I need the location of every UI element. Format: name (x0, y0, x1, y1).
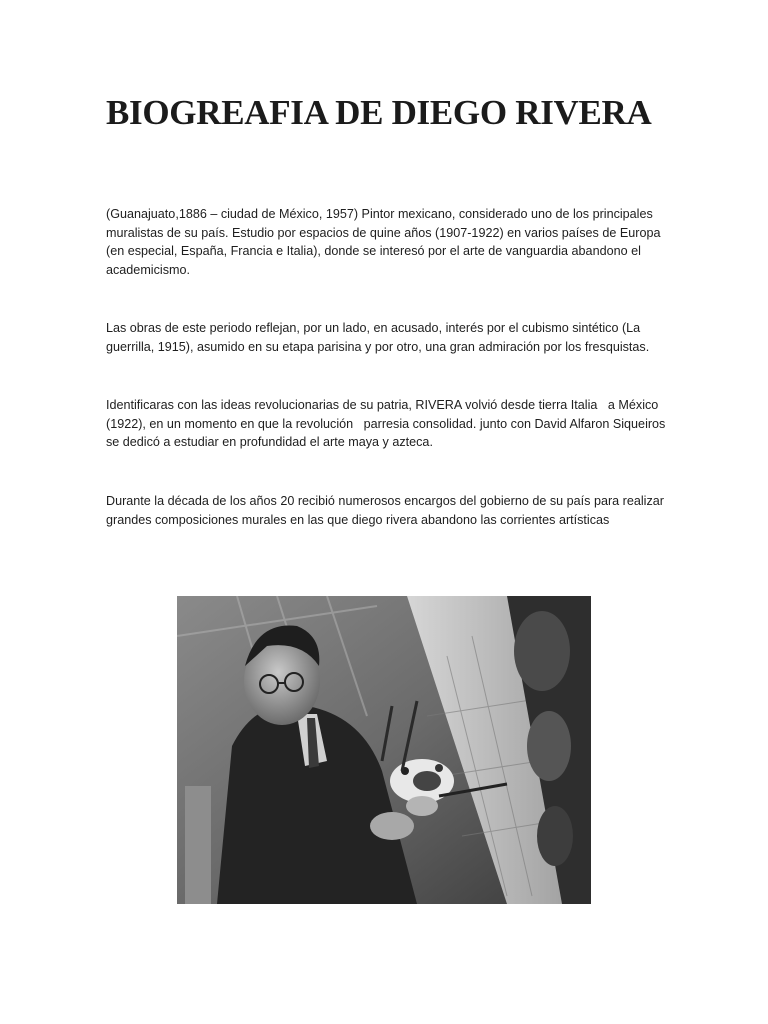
document-title: BIOGREAFIA DE DIEGO RIVERA (106, 93, 652, 132)
painter-photo (177, 596, 591, 904)
photograph-icon (177, 596, 591, 904)
paragraph-3: Identificaras con las ideas revolucionarias de su patria, RIVERA volvió desde tierra Italia a México (1922), en un momento en que la revolución parresia consolidad. junto con David Alfaron Siqueiros se dedicó a estudiar en profundidad el arte maya y azteca. (106, 398, 669, 449)
paragraph-4: Durante la década de los años 20 recibió numerosos encargos del gobierno de su país para realizar grandes composiciones murales en las que diego rivera abandono las corrientes artísticas (106, 494, 668, 527)
paragraph-2: Las obras de este periodo reflejan, por un lado, en acusado, interés por el cubismo sintético (La guerrilla, 1915), asumido en su etapa parisina y por otro, una gran admiración por los fresquistas. (106, 321, 650, 354)
paragraph-1: (Guanajuato,1886 – ciudad de México, 1957) Pintor mexicano, considerado uno de los principales muralistas de su país. Estudio por espacios de quine años (1907-1922) en varios países de Europa (en especial, España, Francia e Italia), donde se interesó por el arte de vanguardia abandono el academicismo. (106, 207, 664, 277)
